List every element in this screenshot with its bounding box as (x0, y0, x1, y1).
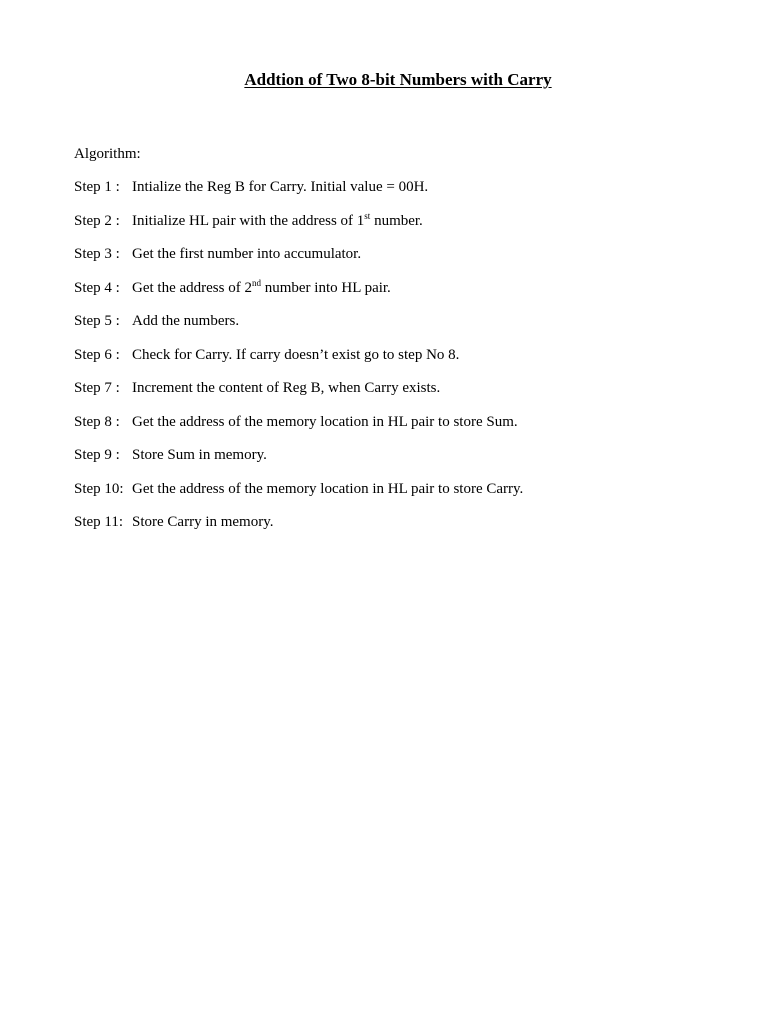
step-label: Step 10: (74, 480, 124, 497)
step-text: Increment the content of Reg B, when Carry exists. (132, 380, 441, 396)
step-label: Step 9 : (74, 447, 120, 463)
step-text: Get the address of the memory location in HL pair to store Carry. (132, 480, 524, 497)
ordinal-superscript: nd (251, 277, 261, 288)
step-label: Step 8 : (74, 413, 120, 430)
algorithm-heading: Algorithm: (74, 146, 141, 162)
step-text: Intialize the Reg B for Carry. Initial value = 00H. (132, 179, 429, 195)
step-text: Check for Carry. If carry doesn’t exist go to step No 8. (132, 346, 460, 363)
step-text: Get the address of the memory location in HL pair to store Sum. (132, 413, 518, 430)
step-text: Get the first number into accumulator. (132, 246, 362, 262)
step-text-part: number. (370, 212, 423, 229)
document-title: Addtion of Two 8-bit Numbers with Carry (244, 70, 552, 89)
step-11 (74, 513, 523, 547)
step-10 (74, 480, 523, 514)
step-7 (74, 379, 523, 413)
step-9 (74, 446, 523, 480)
step-5 (74, 312, 523, 346)
algorithm-steps-list (74, 178, 523, 547)
step-label: Step 2 : (74, 212, 120, 229)
step-label: Step 3 : (74, 246, 120, 262)
step-text: Store Sum in memory. (132, 447, 267, 463)
step-text: Add the numbers. (132, 313, 240, 329)
step-text-part: Get the address of 2 (132, 279, 252, 296)
ordinal-superscript: st (364, 210, 371, 221)
step-3 (74, 245, 523, 279)
step-6 (74, 346, 523, 380)
step-1 (74, 178, 523, 212)
step-4 (74, 279, 523, 313)
step-label: Step 5 : (74, 313, 120, 329)
step-text: Store Carry in memory. (132, 514, 274, 530)
step-text-part: number into HL pair. (260, 279, 391, 296)
step-label: Step 4 : (74, 279, 120, 296)
step-8 (74, 413, 523, 447)
step-label: Step 11: (74, 514, 124, 530)
step-label: Step 6 : (74, 346, 120, 363)
step-text-part: Initialize HL pair with the address of 1 (132, 212, 365, 229)
step-text (132, 279, 391, 313)
step-2 (74, 212, 523, 246)
step-label: Step 7 : (74, 380, 120, 396)
step-text (132, 212, 423, 246)
step-label: Step 1 : (74, 179, 120, 195)
